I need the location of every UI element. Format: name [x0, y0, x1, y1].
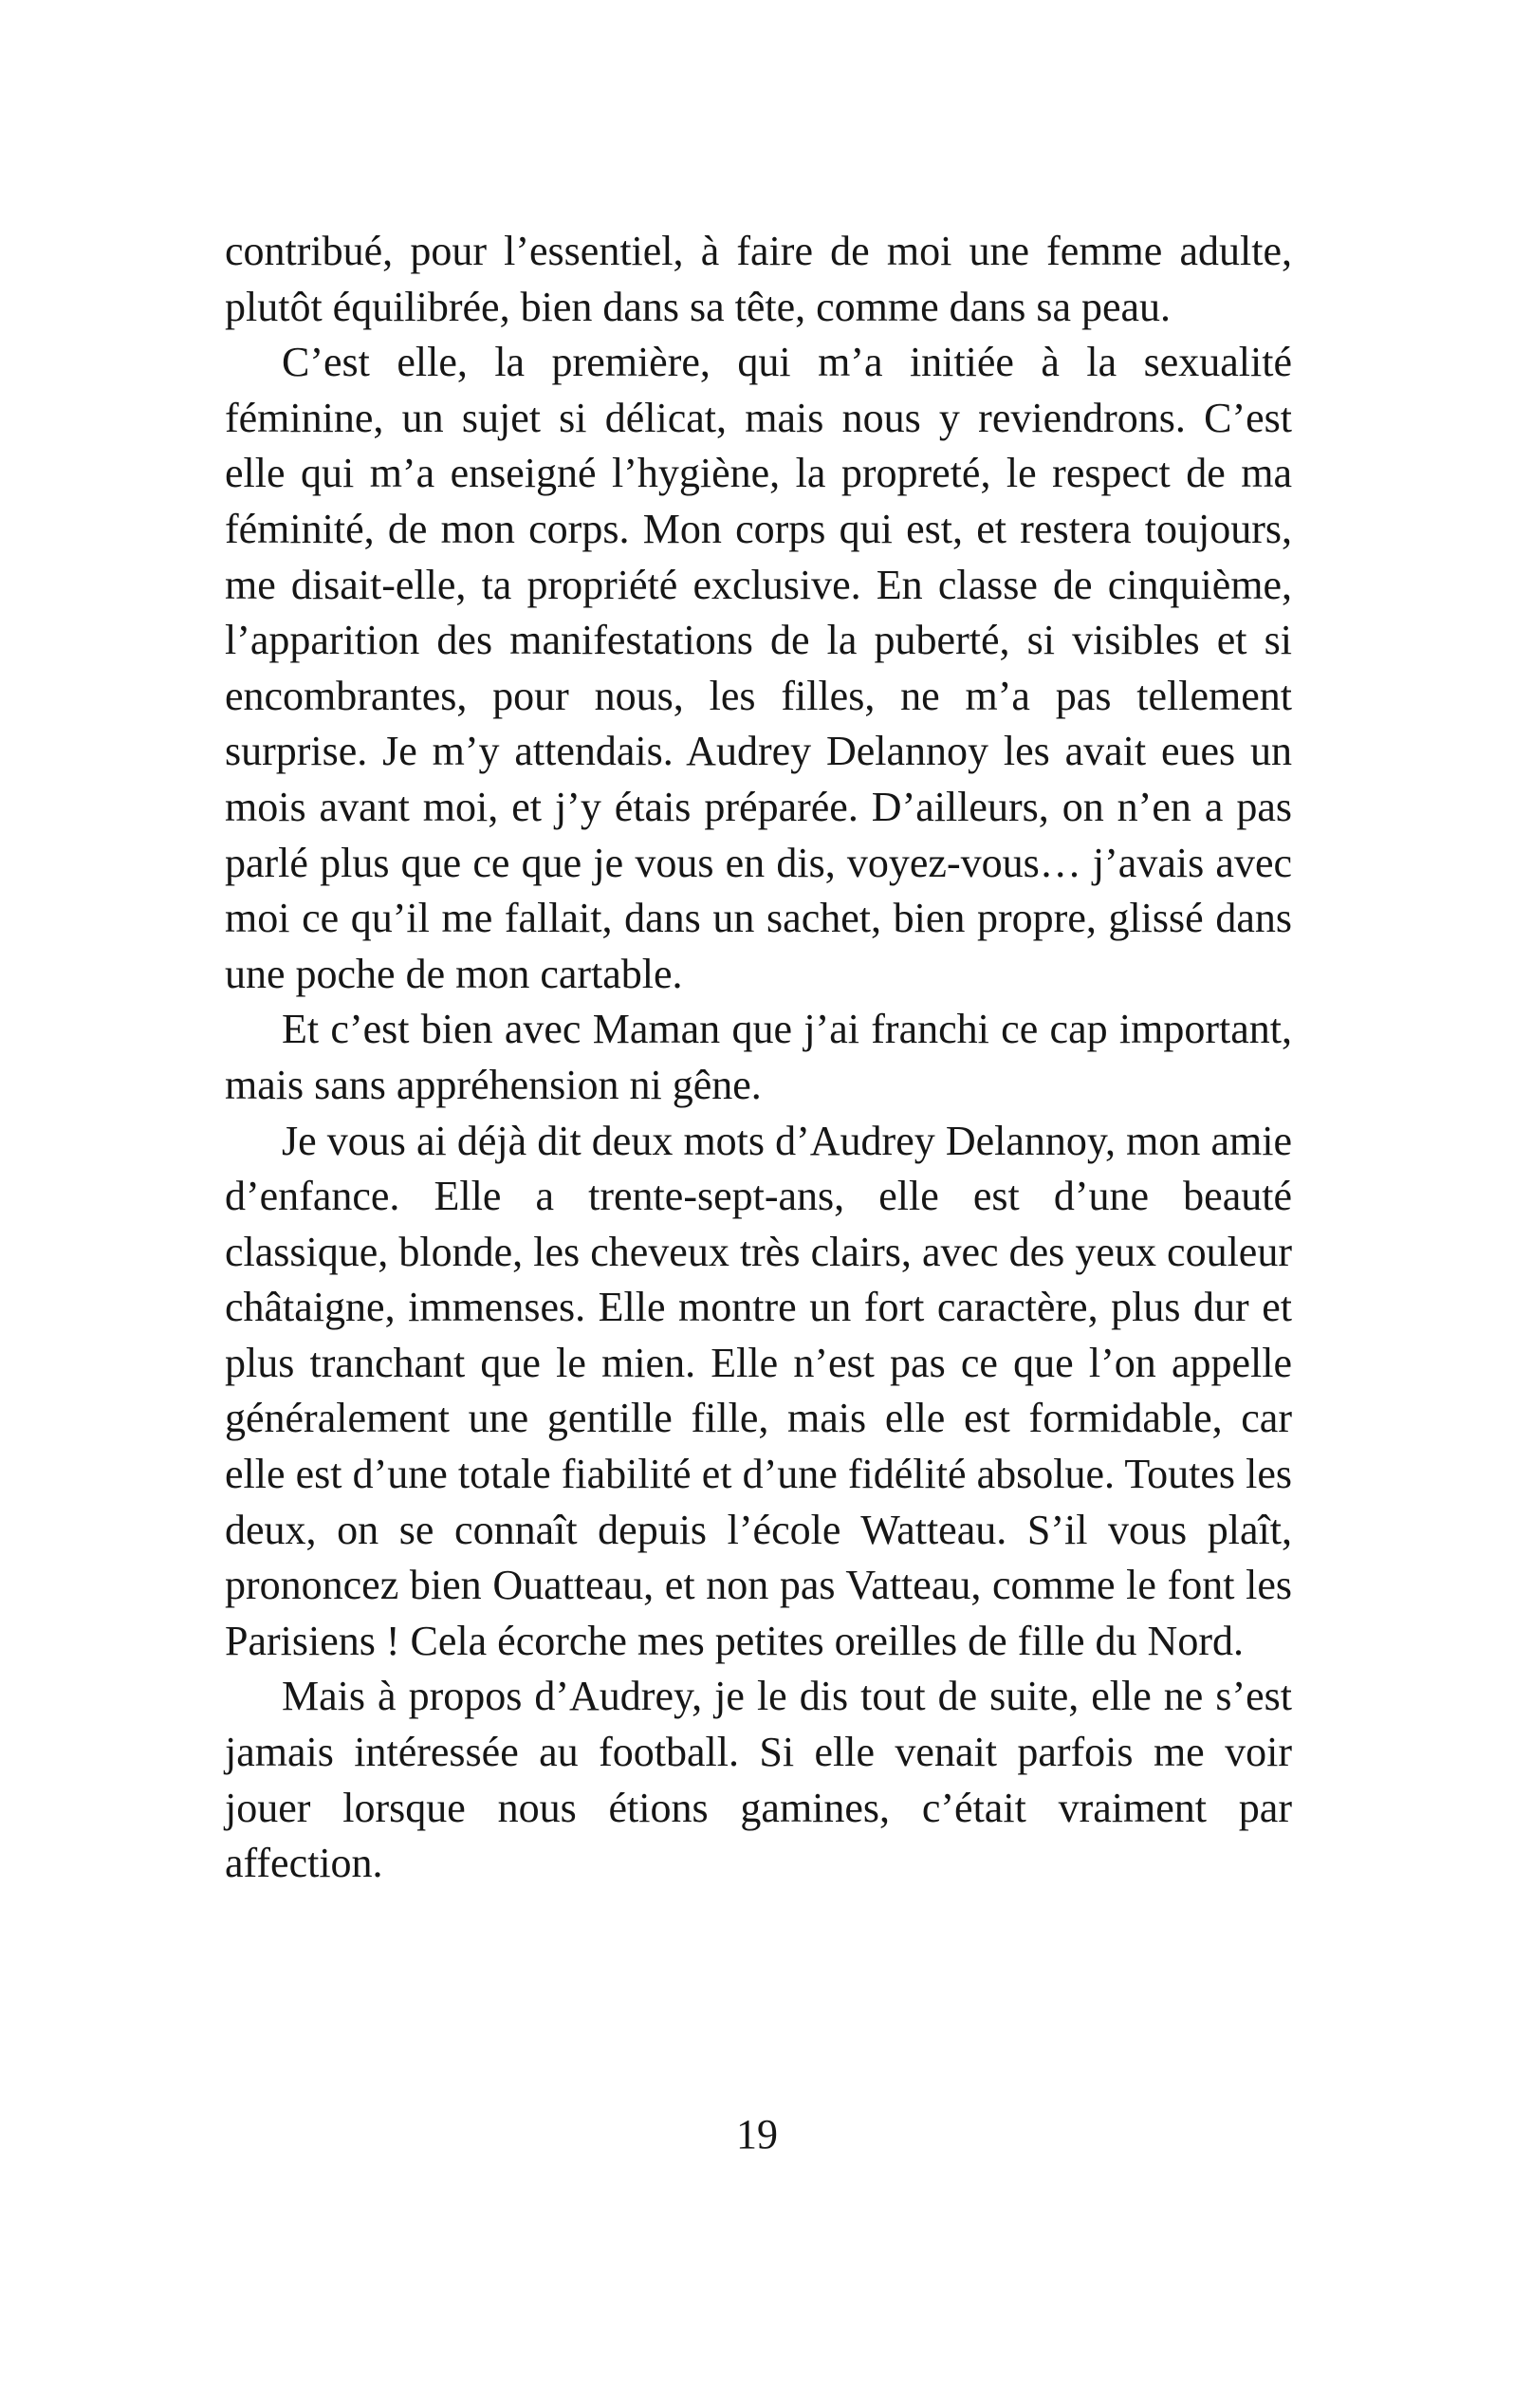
paragraph-2: C’est elle, la première, qui m’a initiée à la sexualité féminine, un sujet si délicat, mais nous y reviendrons. C’est elle qui m’a enseigné l’hygiène, la propreté, le respect de ma féminité, de mon corps. Mon corps qui est, et restera toujours, me disait-elle, ta propriété exclusive. En classe de cinquième, l’apparition des manifestations de la puberté, si visibles et si encombrantes, pour nous, les filles, ne m’a pas tellement surprise. Je m’y attendais. Audrey Delannoy les avait eues un mois avant moi, et j’y étais préparée. D’ailleurs, on n’en a pas parlé plus que ce que je vous en dis, voyez-vous… j’avais avec moi ce qu’il me fallait, dans un sachet, bien propre, glissé dans une poche de mon cartable.	[225, 339, 1292, 997]
paragraph-1: contribué, pour l’essentiel, à faire de moi une femme adulte, plutôt équilibrée, bien dans sa tête, comme dans sa peau.	[225, 228, 1292, 330]
paragraph-5: Mais à propos d’Audrey, je le dis tout de suite, elle ne s’est jamais intéressée au football. Si elle venait parfois me voir jouer lorsque nous étions gamines, c’était vraiment par affection.	[225, 1673, 1292, 1887]
paragraph-4: Je vous ai déjà dit deux mots d’Audrey Delannoy, mon amie d’enfance. Elle a trente-sept-ans, elle est d’une beauté classique, blonde, les cheveux très clairs, avec des yeux couleur châtaigne, immenses. Elle montre un fort caractère, plus dur et plus tranchant que le mien. Elle n’est pas ce que l’on appelle généralement une gentille fille, mais elle est formidable, car elle est d’une totale fiabilité et d’une fidélité absolue. Toutes les deux, on se connaît depuis l’école Watteau. S’il vous plaît, prononcez bien Ouatteau, et non pas Vatteau, comme le font les Parisiens ! Cela écorche mes petites oreilles de fille du Nord.	[225, 1117, 1292, 1664]
page-number: 19	[736, 2111, 778, 2158]
paragraph-3: Et c’est bien avec Maman que j’ai franchi ce cap important, mais sans appréhension ni gêne.	[225, 1006, 1292, 1108]
body-text	[225, 224, 1292, 1892]
